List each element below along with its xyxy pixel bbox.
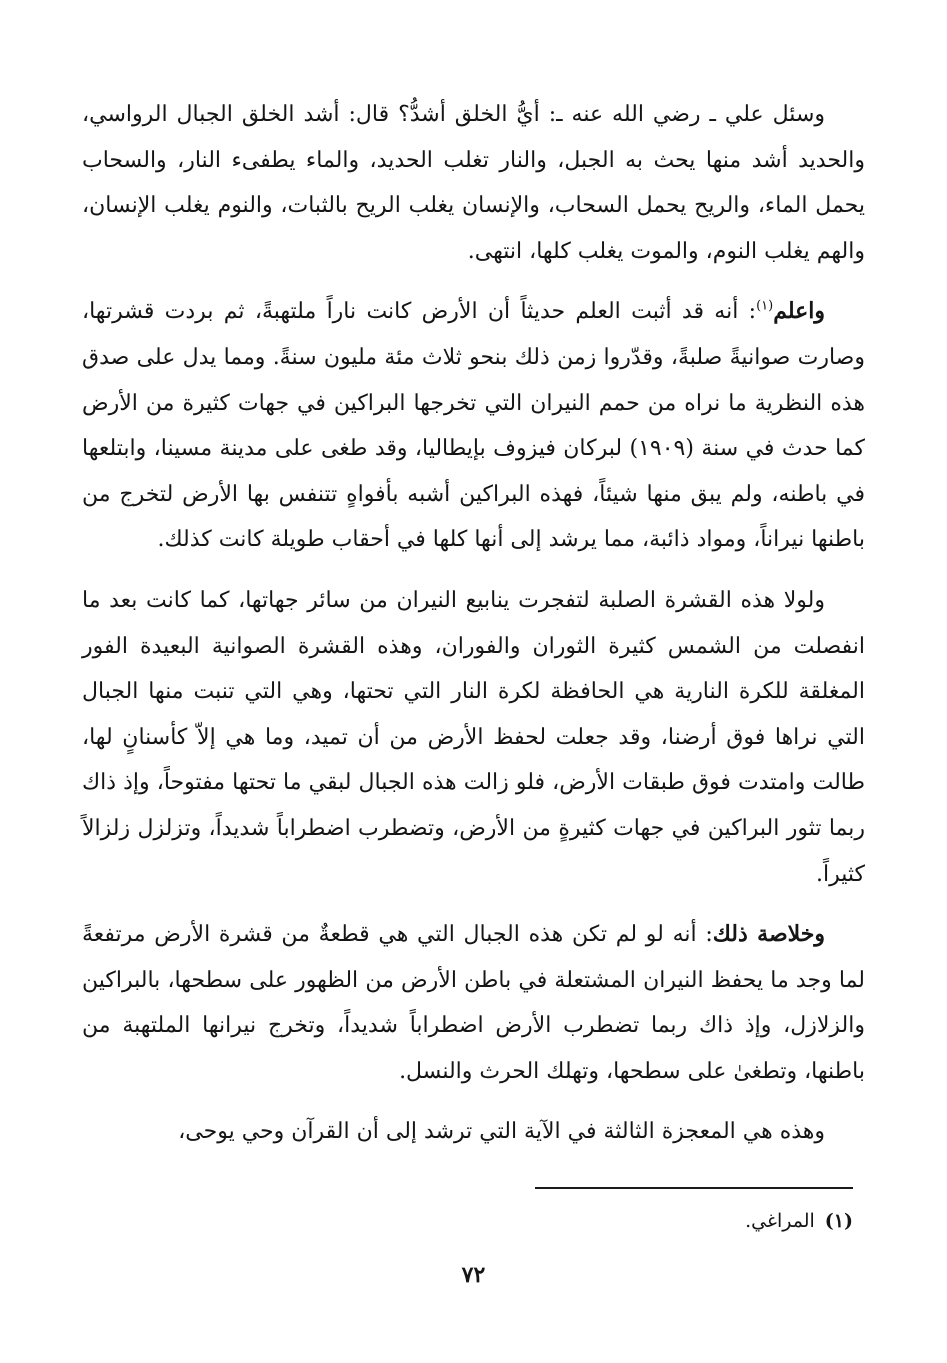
footnote-reference[interactable]: (١) [756,299,774,315]
paragraph-5: وهذه هي المعجزة الثالثة في الآية التي ترشد إلى أن القرآن وحي يوحى، [178,1119,825,1145]
footnote-divider [535,1187,853,1189]
footnote-number: (١) [824,1210,853,1232]
paragraph-4-lead: وخلاصة ذلك [712,921,826,948]
footnote [745,1206,853,1236]
paragraph-4 [82,912,865,1094]
paragraph-2-text: : أنه قد أثبت العلم حديثاً أن الأرض كانت ناراً ملتهبةً، ثم بردت قشرتها، وصارت صوانيةً صلبةً، وقدّروا زمن ذلك بنحو ثلاث مئة مليون سنةً. ومما يدل على صدق هذه النظرية ما نراه من حمم النيران التي تخرجها البراكين في جهات كثيرة من الأرض كما حدث في سنة (١٩٠٩) لبركان فيزوف بإيطاليا، وقد طغى على مدينة مسينا، وابتلعها في باطنه، ولم يبق منها شيئاً، فهذه البراكين أشبه بأفواهٍ تتنفس بها الأرض لتخرج من باطنها نيراناً، ومواد ذائبة، مما يرشد إلى أنها كلها في أحقاب طويلة كانت كذلك. [82,299,865,553]
page-number: ٧٢ [461,1262,486,1288]
paragraph-2-lead: واعلم [773,298,825,325]
paragraph-2 [82,289,865,563]
paragraph-1: وسئل علي ـ رضي الله عنه ـ: أيُّ الخلق أشدُّ؟ قال: أشد الخلق الجبال الرواسي، والحديد أشد منها يحث به الجبل، والنار تغلب الحديد، والماء يطفىء النار، والسحاب يحمل الماء، والريح يحمل السحاب، والإنسان يغلب الريح بالثبات، والنوم يغلب الإنسان، والهم يغلب النوم، والموت يغلب كلها، انتهى. [82,102,865,264]
body-text [82,92,865,1155]
paragraph-4-text: : أنه لو لم تكن هذه الجبال التي هي قطعةٌ من قشرة الأرض مرتفعةً لما وجد ما يحفظ النيران المشتعلة في باطن الأرض من الظهور على سطحها، بالبراكين والزلازل، وإذ ذاك ربما تضطرب الأرض اضطراباً شديداً، وتخرج نيرانها الملتهبة من باطنها، وتطغىٰ على سطحها، وتهلك الحرث والنسل. [82,922,865,1084]
paragraph-3: ولولا هذه القشرة الصلبة لتفجرت ينابيع النيران من سائر جهاتها، كما كانت بعد ما انفصلت من الشمس كثيرة الثوران والفوران، وهذه القشرة الصوانية البعيدة الفور المغلقة للكرة النارية هي الحافظة لكرة النار التي تحتها، وهي التي تنبت منها الجبال التي نراها فوق أرضنا، وقد جعلت لحفظ الأرض من أن تميد، وما هي إلاّ كأسنانٍ لها، طالت وامتدت فوق طبقات الأرض، فلو زالت هذه الجبال لبقي ما تحتها مفتوحاً، وإذ ذاك ربما تثور البراكين في جهات كثيرةٍ من الأرض، وتضطرب اضطراباً شديداً، وتزلزل زلزالاً كثيراً. [82,587,865,887]
footnote-text: المراغي. [745,1210,815,1232]
